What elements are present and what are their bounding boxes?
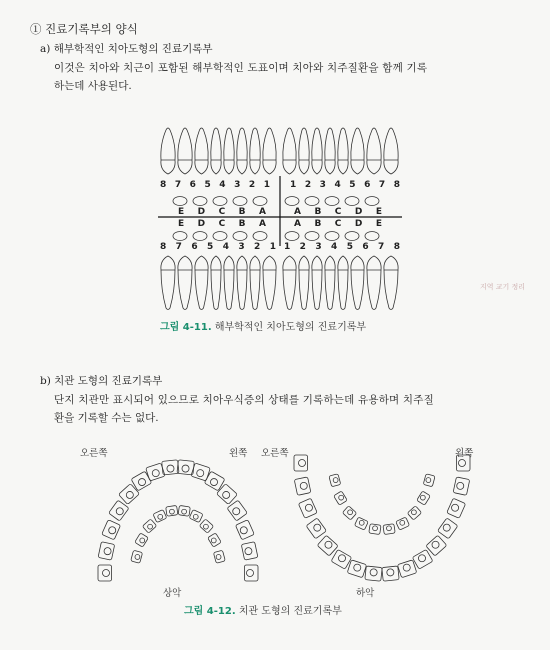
crown-occlusal-mark bbox=[333, 478, 338, 483]
primary-tooth-letter: B bbox=[238, 219, 246, 229]
lower-primary-teeth bbox=[173, 232, 379, 241]
lower-permanent-teeth bbox=[161, 256, 398, 310]
figure-11-number: 그림 4-11. bbox=[160, 322, 212, 333]
crown-occlusal-mark bbox=[452, 504, 459, 511]
crown-occlusal-mark bbox=[373, 526, 378, 531]
figure-12-number: 그림 4-12. bbox=[184, 606, 236, 617]
tooth-root bbox=[283, 128, 296, 160]
crown-occlusal-mark bbox=[102, 569, 109, 576]
primary-tooth-letter: A bbox=[259, 219, 266, 229]
crown-occlusal-mark bbox=[233, 508, 240, 515]
crown-occlusal-mark bbox=[403, 564, 410, 571]
tooth-number: 8 bbox=[393, 242, 400, 252]
tooth-number: 7 bbox=[378, 180, 386, 190]
tooth-crown bbox=[367, 160, 381, 174]
item-b-line2: 환을 기록할 수는 없다. bbox=[54, 412, 159, 424]
tooth-crown bbox=[263, 160, 276, 174]
tooth-root bbox=[237, 128, 247, 160]
primary-tooth-letter: A bbox=[294, 219, 301, 229]
crown-outline bbox=[131, 550, 143, 563]
tooth-root bbox=[211, 128, 221, 160]
tooth-root bbox=[224, 128, 234, 160]
tooth-root bbox=[178, 270, 192, 310]
tooth-number: 6 bbox=[362, 242, 369, 252]
crown-outline bbox=[294, 477, 311, 495]
upper-jaw-label: 상악 bbox=[163, 588, 182, 599]
upper-letter-row bbox=[172, 207, 388, 217]
crown-occlusal-mark bbox=[245, 548, 252, 555]
tooth-number: 7 bbox=[175, 242, 182, 252]
lower-arch-crown-chart bbox=[285, 448, 480, 588]
item-a-line2: 하는데 사용된다. bbox=[54, 80, 132, 92]
tooth-crown bbox=[351, 256, 364, 270]
crown-outline bbox=[447, 498, 466, 518]
crown-outline bbox=[241, 542, 258, 560]
tooth-root bbox=[195, 270, 208, 310]
crown-outline bbox=[354, 517, 368, 530]
crown-occlusal-mark bbox=[158, 514, 163, 519]
tooth-root bbox=[263, 270, 276, 310]
crown-occlusal-mark bbox=[432, 541, 439, 548]
primary-tooth-letter: A bbox=[294, 207, 301, 217]
crown-occlusal-mark bbox=[457, 482, 464, 489]
tooth-root bbox=[299, 270, 309, 310]
crown-outline bbox=[298, 498, 317, 518]
tooth-root bbox=[250, 128, 260, 160]
crown-outline bbox=[98, 542, 115, 560]
tooth-crown bbox=[178, 256, 192, 270]
tooth-number: 8 bbox=[393, 180, 400, 190]
crown-occlusal-mark bbox=[443, 524, 450, 531]
primary-tooth-letter: D bbox=[197, 219, 206, 229]
crown-outline bbox=[397, 560, 416, 578]
tooth-number: 6 bbox=[191, 242, 198, 252]
crown-occlusal-mark bbox=[370, 569, 377, 576]
primary-tooth-letter: C bbox=[334, 207, 342, 217]
tooth-number: 7 bbox=[174, 180, 182, 190]
primary-tooth-letter: B bbox=[314, 207, 322, 217]
crown-occlusal-mark bbox=[426, 478, 431, 483]
primary-tooth-outline bbox=[213, 197, 227, 206]
primary-tooth-letter: B bbox=[238, 207, 246, 217]
crown-outline bbox=[227, 500, 247, 521]
crown-occlusal-mark bbox=[387, 526, 392, 531]
tooth-crown bbox=[250, 160, 260, 174]
tooth-crown bbox=[384, 160, 398, 174]
tooth-root bbox=[250, 270, 260, 310]
primary-tooth-letter: D bbox=[354, 207, 363, 217]
upper-number-left-group bbox=[280, 180, 400, 190]
tooth-root bbox=[325, 270, 335, 310]
crown-occlusal-mark bbox=[169, 509, 174, 514]
crown-occlusal-mark bbox=[138, 479, 145, 486]
crown-occlusal-mark bbox=[211, 538, 216, 543]
tooth-crown bbox=[312, 256, 322, 270]
primary-tooth-outline bbox=[325, 232, 339, 241]
tooth-crown bbox=[384, 256, 398, 270]
crown-outline bbox=[317, 535, 338, 556]
tooth-root bbox=[384, 270, 398, 310]
tooth-number: 1 bbox=[290, 180, 297, 190]
crown-outline bbox=[396, 517, 410, 530]
upper-arch-left-label: 왼쪽 bbox=[229, 448, 248, 459]
upper-number-right-group bbox=[160, 180, 280, 190]
crown-occlusal-mark bbox=[246, 569, 253, 576]
item-a-label: a) 해부학적인 치아도형의 진료기록부 bbox=[40, 43, 213, 55]
crown-outline bbox=[407, 506, 421, 520]
crown-occlusal-mark bbox=[148, 524, 153, 529]
tooth-root bbox=[367, 270, 381, 310]
tooth-crown bbox=[237, 256, 247, 270]
tooth-crown bbox=[195, 256, 208, 270]
crown-occlusal-mark bbox=[411, 510, 416, 515]
lower-letter-left-group bbox=[280, 219, 388, 229]
crown-occlusal-mark bbox=[152, 470, 159, 477]
upper-letter-left-group bbox=[280, 207, 388, 217]
primary-tooth-outline bbox=[233, 197, 247, 206]
crown-outline bbox=[382, 566, 399, 581]
primary-tooth-outline bbox=[193, 232, 207, 241]
crown-occlusal-mark bbox=[126, 491, 133, 498]
crown-outline bbox=[383, 524, 395, 535]
upper-arch-right-label: 오른쪽 bbox=[80, 448, 108, 459]
tooth-number: 5 bbox=[207, 242, 214, 252]
crown-outline bbox=[369, 524, 381, 535]
primary-tooth-outline bbox=[305, 197, 319, 206]
tooth-root bbox=[351, 270, 364, 310]
primary-tooth-outline bbox=[345, 197, 359, 206]
primary-tooth-letter: C bbox=[334, 219, 342, 229]
item-b-label: b) 치관 도형의 진료기록부 bbox=[40, 375, 163, 387]
primary-tooth-outline bbox=[345, 232, 359, 241]
crown-outline bbox=[178, 505, 190, 516]
crown-occlusal-mark bbox=[140, 538, 145, 543]
tooth-root bbox=[325, 128, 335, 160]
crown-occlusal-mark bbox=[167, 465, 174, 472]
primary-tooth-outline bbox=[173, 232, 187, 241]
crown-outline bbox=[213, 550, 225, 563]
item-a-line1: 이것은 치아와 치근이 포함된 해부학적인 도표이며 치아와 치주질환을 함께 기록 bbox=[54, 62, 428, 74]
figure-11-caption bbox=[160, 318, 366, 333]
primary-tooth-outline bbox=[305, 232, 319, 241]
crown-outline bbox=[216, 484, 237, 505]
tooth-crown bbox=[283, 160, 296, 174]
crown-outline bbox=[423, 474, 435, 487]
crown-occlusal-mark bbox=[223, 491, 230, 498]
anatomical-tooth-chart bbox=[150, 124, 410, 314]
tooth-crown bbox=[237, 160, 247, 174]
crown-occlusal-mark bbox=[338, 555, 345, 562]
tooth-number: 2 bbox=[299, 242, 306, 252]
crown-occlusal-mark bbox=[240, 527, 247, 534]
lower-arch-drawing bbox=[285, 448, 480, 588]
crown-occlusal-mark bbox=[400, 520, 405, 525]
primary-tooth-outline bbox=[253, 232, 267, 241]
primary-tooth-outline bbox=[213, 232, 227, 241]
tooth-number: 3 bbox=[238, 242, 245, 252]
tooth-crown bbox=[299, 256, 309, 270]
tooth-root bbox=[299, 128, 309, 160]
primary-tooth-letter: C bbox=[218, 207, 226, 217]
tooth-crown bbox=[161, 256, 175, 270]
crown-outline bbox=[412, 549, 433, 569]
tooth-root bbox=[338, 270, 348, 310]
tooth-crown bbox=[224, 256, 234, 270]
crown-occlusal-mark bbox=[193, 514, 198, 519]
primary-tooth-letter: E bbox=[178, 219, 185, 229]
lower-letter-row bbox=[172, 219, 388, 229]
tooth-root bbox=[195, 128, 208, 160]
tooth-crown bbox=[367, 256, 381, 270]
primary-tooth-letter: D bbox=[354, 219, 363, 229]
margin-note: 지역 교기 정리 bbox=[480, 283, 526, 291]
upper-number-row bbox=[160, 180, 400, 190]
tooth-number: 4 bbox=[222, 242, 229, 252]
tooth-number: 3 bbox=[319, 180, 326, 190]
crown-occlusal-mark bbox=[210, 479, 217, 486]
tooth-root bbox=[384, 128, 398, 160]
lower-arch-left-label: 왼쪽 bbox=[455, 448, 474, 459]
upper-primary-teeth bbox=[173, 197, 379, 206]
crown-occlusal-mark bbox=[298, 459, 305, 466]
crown-occlusal-mark bbox=[182, 465, 189, 472]
crown-occlusal-mark bbox=[216, 555, 221, 560]
crown-outline bbox=[417, 491, 431, 505]
primary-tooth-outline bbox=[285, 232, 299, 241]
tooth-root bbox=[283, 270, 296, 310]
crown-occlusal-mark bbox=[348, 510, 353, 515]
crown-occlusal-mark bbox=[197, 470, 204, 477]
tooth-number: 2 bbox=[254, 242, 261, 252]
tooth-number: 6 bbox=[189, 180, 196, 190]
crown-outline bbox=[166, 505, 178, 516]
primary-tooth-letter: E bbox=[178, 207, 185, 217]
tooth-number: 8 bbox=[160, 242, 167, 252]
crown-occlusal-mark bbox=[314, 524, 321, 531]
tooth-number: 2 bbox=[304, 180, 312, 190]
tooth-root bbox=[367, 128, 381, 160]
primary-tooth-outline bbox=[233, 232, 247, 241]
primary-tooth-outline bbox=[173, 197, 187, 206]
tooth-root bbox=[224, 270, 234, 310]
tooth-crown bbox=[263, 256, 276, 270]
crown-outline bbox=[437, 518, 457, 539]
crown-occlusal-mark bbox=[104, 548, 111, 555]
crown-occlusal-mark bbox=[458, 459, 465, 466]
section-heading: ① 진료기록부의 양식 bbox=[30, 22, 138, 36]
crown-outline bbox=[208, 533, 222, 547]
primary-tooth-letter: D bbox=[197, 207, 206, 217]
primary-tooth-outline bbox=[193, 197, 207, 206]
tooth-crown bbox=[351, 160, 364, 174]
tooth-crown bbox=[178, 160, 192, 174]
tooth-root bbox=[351, 128, 364, 160]
tooth-number: 3 bbox=[234, 180, 241, 190]
crown-outline bbox=[329, 474, 341, 487]
tooth-crown bbox=[338, 256, 348, 270]
lower-letter-right-group bbox=[172, 219, 280, 229]
crown-outline bbox=[365, 566, 382, 581]
crown-outline bbox=[109, 500, 129, 521]
tooth-number: 1 bbox=[263, 180, 270, 190]
crown-occlusal-mark bbox=[300, 482, 307, 489]
crown-occlusal-mark bbox=[135, 555, 140, 560]
crown-occlusal-mark bbox=[387, 569, 394, 576]
upper-permanent-teeth bbox=[161, 128, 398, 174]
tooth-number: 5 bbox=[204, 180, 211, 190]
tooth-number: 6 bbox=[364, 180, 371, 190]
crown-outline bbox=[199, 519, 213, 533]
tooth-crown bbox=[195, 160, 208, 174]
crown-outline bbox=[119, 484, 140, 505]
crown-occlusal-mark bbox=[182, 509, 187, 514]
lower-number-right-group bbox=[160, 242, 280, 252]
primary-tooth-letter: A bbox=[259, 207, 266, 217]
primary-tooth-outline bbox=[365, 232, 379, 241]
tooth-crown bbox=[224, 160, 234, 174]
crown-outline bbox=[142, 519, 156, 533]
tooth-root bbox=[312, 128, 322, 160]
crown-occlusal-mark bbox=[339, 495, 344, 500]
tooth-root bbox=[178, 128, 192, 160]
primary-tooth-letter: E bbox=[375, 207, 382, 217]
tooth-crown bbox=[325, 256, 335, 270]
crown-occlusal-mark bbox=[116, 508, 123, 515]
tooth-crown bbox=[161, 160, 175, 174]
crown-outline bbox=[306, 518, 326, 539]
crown-occlusal-mark bbox=[359, 520, 364, 525]
item-b-line1: 단지 치관만 표시되어 있으므로 치아우식증의 상태를 기록하는데 유용하며 치주질 bbox=[54, 394, 434, 406]
upper-letter-right-group bbox=[172, 207, 280, 217]
tooth-crown bbox=[283, 256, 296, 270]
primary-tooth-outline bbox=[253, 197, 267, 206]
tooth-root bbox=[263, 128, 276, 160]
lower-number-left-group bbox=[280, 242, 400, 252]
crown-outline bbox=[347, 560, 366, 578]
tooth-root bbox=[338, 128, 348, 160]
tooth-root bbox=[312, 270, 322, 310]
primary-tooth-outline bbox=[365, 197, 379, 206]
crown-outline bbox=[342, 506, 356, 520]
crown-outline bbox=[189, 509, 203, 522]
crown-occlusal-mark bbox=[420, 495, 425, 500]
crown-occlusal-mark bbox=[354, 564, 361, 571]
tooth-number: 4 bbox=[219, 180, 226, 190]
primary-tooth-letter: C bbox=[218, 219, 226, 229]
primary-tooth-outline bbox=[325, 197, 339, 206]
tooth-number: 8 bbox=[160, 180, 167, 190]
primary-tooth-letter: E bbox=[375, 219, 382, 229]
figure-11-title: 해부학적인 치아도형의 진료기록부 bbox=[214, 322, 367, 333]
crown-outline bbox=[334, 491, 348, 505]
tooth-number: 4 bbox=[334, 180, 341, 190]
crown-occlusal-mark bbox=[418, 555, 425, 562]
tooth-number: 7 bbox=[378, 242, 385, 252]
crown-outline bbox=[153, 509, 167, 522]
crown-occlusal-mark bbox=[204, 524, 209, 529]
tooth-number: 1 bbox=[269, 242, 276, 252]
tooth-crown bbox=[211, 160, 221, 174]
tooth-number: 3 bbox=[315, 242, 322, 252]
tooth-root bbox=[211, 270, 221, 310]
tooth-crown bbox=[250, 256, 260, 270]
tooth-number: 5 bbox=[349, 180, 356, 190]
primary-tooth-outline bbox=[285, 197, 299, 206]
tooth-crown bbox=[211, 256, 221, 270]
crown-occlusal-mark bbox=[325, 541, 332, 548]
tooth-number: 5 bbox=[346, 242, 353, 252]
crown-outline bbox=[426, 535, 447, 556]
lower-jaw-label: 하악 bbox=[356, 588, 375, 599]
crown-outline bbox=[331, 549, 352, 569]
upper-arch-drawing bbox=[88, 448, 268, 588]
tooth-number: 1 bbox=[284, 242, 291, 252]
crown-outline bbox=[135, 533, 149, 547]
upper-arch-crown-chart bbox=[88, 448, 268, 588]
crown-occlusal-mark bbox=[109, 527, 116, 534]
tooth-root bbox=[161, 128, 175, 160]
tooth-number: 4 bbox=[331, 242, 338, 252]
crown-outline bbox=[102, 520, 121, 540]
crown-outline bbox=[453, 477, 470, 495]
figure-12-caption bbox=[184, 602, 342, 617]
lower-arch-right-label: 오른쪽 bbox=[261, 448, 289, 459]
tooth-number: 2 bbox=[248, 180, 256, 190]
tooth-root bbox=[237, 270, 247, 310]
tooth-crown bbox=[299, 160, 309, 174]
tooth-crown bbox=[312, 160, 322, 174]
tooth-crown bbox=[325, 160, 335, 174]
primary-tooth-letter: B bbox=[314, 219, 322, 229]
crown-outline bbox=[235, 520, 254, 540]
tooth-root bbox=[161, 270, 175, 310]
tooth-crown bbox=[338, 160, 348, 174]
figure-12-title: 치관 도형의 진료기록부 bbox=[238, 606, 342, 617]
crown-occlusal-mark bbox=[305, 504, 312, 511]
lower-number-row bbox=[160, 242, 400, 252]
